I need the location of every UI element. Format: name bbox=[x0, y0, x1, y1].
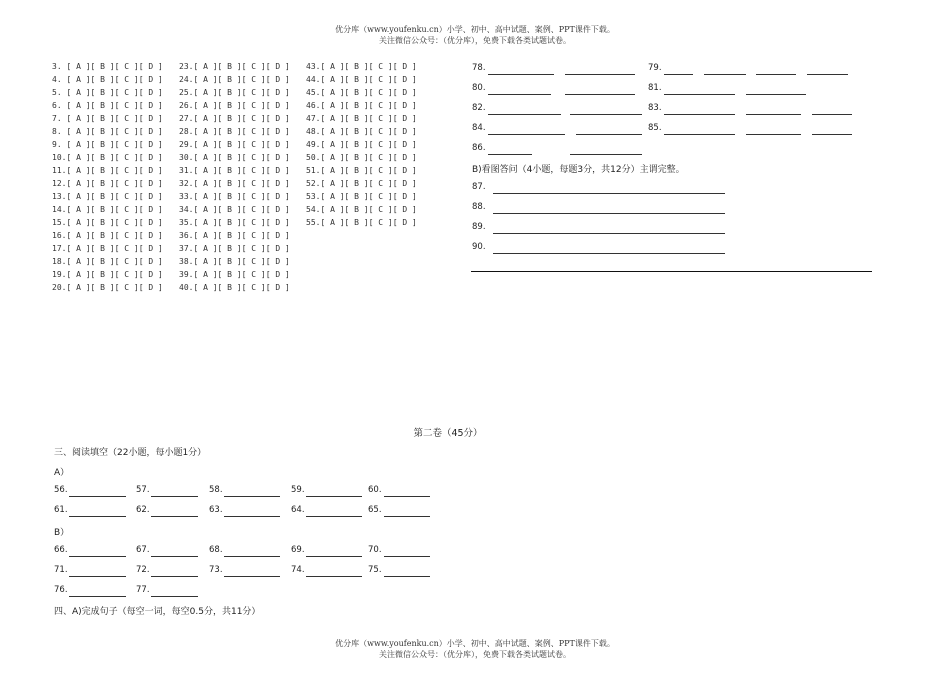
answer-blank-line[interactable] bbox=[746, 94, 806, 95]
choice-row[interactable]: 46.[ A ][ B ][ C ][ D ] bbox=[306, 101, 417, 110]
blank-number: 56. bbox=[54, 485, 68, 495]
blank-number: 76. bbox=[54, 585, 68, 595]
answer-blank-line[interactable] bbox=[664, 134, 735, 135]
page-footer bbox=[0, 638, 950, 660]
question-number: 87. bbox=[472, 182, 486, 192]
choice-row[interactable]: 25.[ A ][ B ][ C ][ D ] bbox=[179, 88, 290, 97]
blank-number: 77. bbox=[136, 585, 150, 595]
question-number: 88. bbox=[472, 202, 486, 212]
section-divider bbox=[471, 271, 872, 272]
choice-row[interactable]: 19.[ A ][ B ][ C ][ D ] bbox=[52, 270, 163, 279]
answer-blank-line[interactable] bbox=[384, 496, 430, 497]
blank-number: 61. bbox=[54, 505, 68, 515]
blank-number: 85. bbox=[648, 123, 662, 133]
answer-blank-line[interactable] bbox=[151, 556, 198, 557]
choice-row[interactable]: 11.[ A ][ B ][ C ][ D ] bbox=[52, 166, 163, 175]
answer-blank-line[interactable] bbox=[807, 74, 848, 75]
answer-blank-line[interactable] bbox=[704, 74, 746, 75]
answer-blank-line[interactable] bbox=[224, 576, 280, 577]
choice-row[interactable]: 5. [ A ][ B ][ C ][ D ] bbox=[52, 88, 163, 97]
choice-row[interactable]: 17.[ A ][ B ][ C ][ D ] bbox=[52, 244, 163, 253]
choice-row[interactable]: 33.[ A ][ B ][ C ][ D ] bbox=[179, 192, 290, 201]
blank-number: 73. bbox=[209, 565, 223, 575]
answer-blank-line[interactable] bbox=[664, 114, 735, 115]
blank-number: 84. bbox=[472, 123, 486, 133]
answer-blank-line[interactable] bbox=[224, 556, 280, 557]
answer-blank-line[interactable] bbox=[488, 134, 565, 135]
choice-row[interactable]: 6. [ A ][ B ][ C ][ D ] bbox=[52, 101, 163, 110]
blank-number: 79. bbox=[648, 63, 662, 73]
blank-number: 60. bbox=[368, 485, 382, 495]
answer-blank-line[interactable] bbox=[746, 134, 801, 135]
answer-blank-line[interactable] bbox=[69, 596, 126, 597]
answer-blank-line[interactable] bbox=[306, 516, 362, 517]
blank-number: 68. bbox=[209, 545, 223, 555]
answer-blank-line[interactable] bbox=[69, 576, 126, 577]
choice-row[interactable]: 32.[ A ][ B ][ C ][ D ] bbox=[179, 179, 290, 188]
answer-blank-line[interactable] bbox=[664, 74, 693, 75]
section4-title: 四、A)完成句子（每空一词，每空0.5分，共11分） bbox=[54, 607, 261, 617]
choice-row[interactable]: 53.[ A ][ B ][ C ][ D ] bbox=[306, 192, 417, 201]
choice-row[interactable]: 51.[ A ][ B ][ C ][ D ] bbox=[306, 166, 417, 175]
blank-number: 64. bbox=[291, 505, 305, 515]
blank-number: 71. bbox=[54, 565, 68, 575]
blank-number: 70. bbox=[368, 545, 382, 555]
answer-blank-line[interactable] bbox=[812, 114, 852, 115]
choice-row[interactable]: 38.[ A ][ B ][ C ][ D ] bbox=[179, 257, 290, 266]
choice-row[interactable]: 29.[ A ][ B ][ C ][ D ] bbox=[179, 140, 290, 149]
choice-row[interactable]: 13.[ A ][ B ][ C ][ D ] bbox=[52, 192, 163, 201]
choice-row[interactable]: 35.[ A ][ B ][ C ][ D ] bbox=[179, 218, 290, 227]
header-line-2: 关注微信公众号：（优分库），免费下载各类试题试卷。 bbox=[379, 36, 571, 45]
choice-row[interactable]: 16.[ A ][ B ][ C ][ D ] bbox=[52, 231, 163, 240]
blank-number: 78. bbox=[472, 63, 486, 73]
answer-blank-line[interactable] bbox=[488, 154, 532, 155]
answer-blank-line[interactable] bbox=[69, 496, 126, 497]
header-line-1: 优分库（www.youfenku.cn）小学、初中、高中试题、案例、PPT课件下载。 bbox=[335, 25, 615, 34]
choice-row[interactable]: 15.[ A ][ B ][ C ][ D ] bbox=[52, 218, 163, 227]
choice-row[interactable]: 55.[ A ][ B ][ C ][ D ] bbox=[306, 218, 417, 227]
choice-row[interactable]: 36.[ A ][ B ][ C ][ D ] bbox=[179, 231, 290, 240]
blank-number: 65. bbox=[368, 505, 382, 515]
blank-number: 74. bbox=[291, 565, 305, 575]
choice-row[interactable]: 20.[ A ][ B ][ C ][ D ] bbox=[52, 283, 163, 292]
answer-blank-line[interactable] bbox=[746, 114, 801, 115]
answer-blank-line[interactable] bbox=[306, 576, 362, 577]
answer-blank-line[interactable] bbox=[565, 94, 635, 95]
choice-row[interactable]: 49.[ A ][ B ][ C ][ D ] bbox=[306, 140, 417, 149]
choice-column bbox=[306, 60, 417, 229]
answer-blank-line[interactable] bbox=[488, 74, 554, 75]
section3-title: 三、阅读填空（22小题，每小题1分） bbox=[54, 448, 207, 458]
choice-row[interactable]: 18.[ A ][ B ][ C ][ D ] bbox=[52, 257, 163, 266]
choice-row[interactable]: 39.[ A ][ B ][ C ][ D ] bbox=[179, 270, 290, 279]
answer-blank-line[interactable] bbox=[812, 134, 852, 135]
choice-row[interactable]: 7. [ A ][ B ][ C ][ D ] bbox=[52, 114, 163, 123]
answer-blank-line[interactable] bbox=[224, 496, 280, 497]
choice-row[interactable]: 10.[ A ][ B ][ C ][ D ] bbox=[52, 153, 163, 162]
blank-number: 82. bbox=[472, 103, 486, 113]
choice-row[interactable]: 44.[ A ][ B ][ C ][ D ] bbox=[306, 75, 417, 84]
choice-row[interactable]: 12.[ A ][ B ][ C ][ D ] bbox=[52, 179, 163, 188]
blank-number: 83. bbox=[648, 103, 662, 113]
section3-sub-a: A） bbox=[54, 468, 70, 478]
page-header bbox=[0, 24, 950, 46]
choice-row[interactable]: 4. [ A ][ B ][ C ][ D ] bbox=[52, 75, 163, 84]
answer-blank-line[interactable] bbox=[493, 193, 725, 194]
answer-blank-line[interactable] bbox=[493, 213, 725, 214]
choice-row[interactable]: 14.[ A ][ B ][ C ][ D ] bbox=[52, 205, 163, 214]
choice-row[interactable]: 8. [ A ][ B ][ C ][ D ] bbox=[52, 127, 163, 136]
answer-blank-line[interactable] bbox=[570, 114, 642, 115]
question-number: 89. bbox=[472, 222, 486, 232]
answer-blank-line[interactable] bbox=[576, 134, 642, 135]
question-number: 90. bbox=[472, 242, 486, 252]
blank-number: 80. bbox=[472, 83, 486, 93]
answer-blank-line[interactable] bbox=[151, 596, 198, 597]
blank-number: 66. bbox=[54, 545, 68, 555]
choice-row[interactable]: 37.[ A ][ B ][ C ][ D ] bbox=[179, 244, 290, 253]
answer-blank-line[interactable] bbox=[151, 496, 198, 497]
choice-row[interactable]: 24.[ A ][ B ][ C ][ D ] bbox=[179, 75, 290, 84]
answer-blank-line[interactable] bbox=[493, 253, 725, 254]
section3-sub-b: B） bbox=[54, 528, 70, 538]
blank-number: 72. bbox=[136, 565, 150, 575]
choice-row[interactable]: 43.[ A ][ B ][ C ][ D ] bbox=[306, 62, 417, 71]
blank-number: 67. bbox=[136, 545, 150, 555]
answer-blank-line[interactable] bbox=[384, 556, 430, 557]
answer-blank-line[interactable] bbox=[69, 556, 126, 557]
answer-blank-line[interactable] bbox=[756, 74, 796, 75]
answer-blank-line[interactable] bbox=[493, 233, 725, 234]
choice-row[interactable]: 34.[ A ][ B ][ C ][ D ] bbox=[179, 205, 290, 214]
answer-blank-line[interactable] bbox=[69, 516, 126, 517]
answer-blank-line[interactable] bbox=[565, 74, 635, 75]
blank-number: 86. bbox=[472, 143, 486, 153]
choice-row[interactable]: 40.[ A ][ B ][ C ][ D ] bbox=[179, 283, 290, 292]
answer-blank-line[interactable] bbox=[488, 114, 561, 115]
blank-number: 69. bbox=[291, 545, 305, 555]
answer-blank-line[interactable] bbox=[384, 576, 430, 577]
answer-blank-line[interactable] bbox=[151, 576, 198, 577]
footer-line-2: 关注微信公众号：（优分库），免费下载各类试题试卷。 bbox=[379, 650, 571, 659]
blank-number: 58. bbox=[209, 485, 223, 495]
section-b-title: B)看图答问（4小题，每题3分，共12分）主谓完整。 bbox=[472, 165, 685, 175]
answer-blank-line[interactable] bbox=[570, 154, 642, 155]
blank-number: 59. bbox=[291, 485, 305, 495]
choice-row[interactable]: 45.[ A ][ B ][ C ][ D ] bbox=[306, 88, 417, 97]
choice-row[interactable]: 54.[ A ][ B ][ C ][ D ] bbox=[306, 205, 417, 214]
choice-row[interactable]: 30.[ A ][ B ][ C ][ D ] bbox=[179, 153, 290, 162]
answer-blank-line[interactable] bbox=[488, 94, 551, 95]
choice-row[interactable]: 47.[ A ][ B ][ C ][ D ] bbox=[306, 114, 417, 123]
choice-row[interactable]: 23.[ A ][ B ][ C ][ D ] bbox=[179, 62, 290, 71]
choice-row[interactable]: 27.[ A ][ B ][ C ][ D ] bbox=[179, 114, 290, 123]
answer-blank-line[interactable] bbox=[306, 556, 362, 557]
answer-blank-line[interactable] bbox=[151, 516, 198, 517]
choice-row[interactable]: 3. [ A ][ B ][ C ][ D ] bbox=[52, 62, 163, 71]
choice-row[interactable]: 26.[ A ][ B ][ C ][ D ] bbox=[179, 101, 290, 110]
blank-number: 57. bbox=[136, 485, 150, 495]
choice-column bbox=[52, 60, 163, 294]
answer-blank-line[interactable] bbox=[306, 496, 362, 497]
answer-blank-line[interactable] bbox=[384, 516, 430, 517]
choice-row[interactable]: 52.[ A ][ B ][ C ][ D ] bbox=[306, 179, 417, 188]
footer-line-1: 优分库（www.youfenku.cn）小学、初中、高中试题、案例、PPT课件下载。 bbox=[335, 639, 615, 648]
choice-row[interactable]: 50.[ A ][ B ][ C ][ D ] bbox=[306, 153, 417, 162]
choice-row[interactable]: 48.[ A ][ B ][ C ][ D ] bbox=[306, 127, 417, 136]
blank-number: 81. bbox=[648, 83, 662, 93]
blank-number: 75. bbox=[368, 565, 382, 575]
answer-blank-line[interactable] bbox=[224, 516, 280, 517]
blank-number: 63. bbox=[209, 505, 223, 515]
blank-number: 62. bbox=[136, 505, 150, 515]
part2-title: 第二卷（45分） bbox=[413, 428, 483, 439]
choice-row[interactable]: 31.[ A ][ B ][ C ][ D ] bbox=[179, 166, 290, 175]
choice-column bbox=[179, 60, 290, 294]
answer-blank-line[interactable] bbox=[664, 94, 735, 95]
choice-row[interactable]: 9. [ A ][ B ][ C ][ D ] bbox=[52, 140, 163, 149]
choice-row[interactable]: 28.[ A ][ B ][ C ][ D ] bbox=[179, 127, 290, 136]
